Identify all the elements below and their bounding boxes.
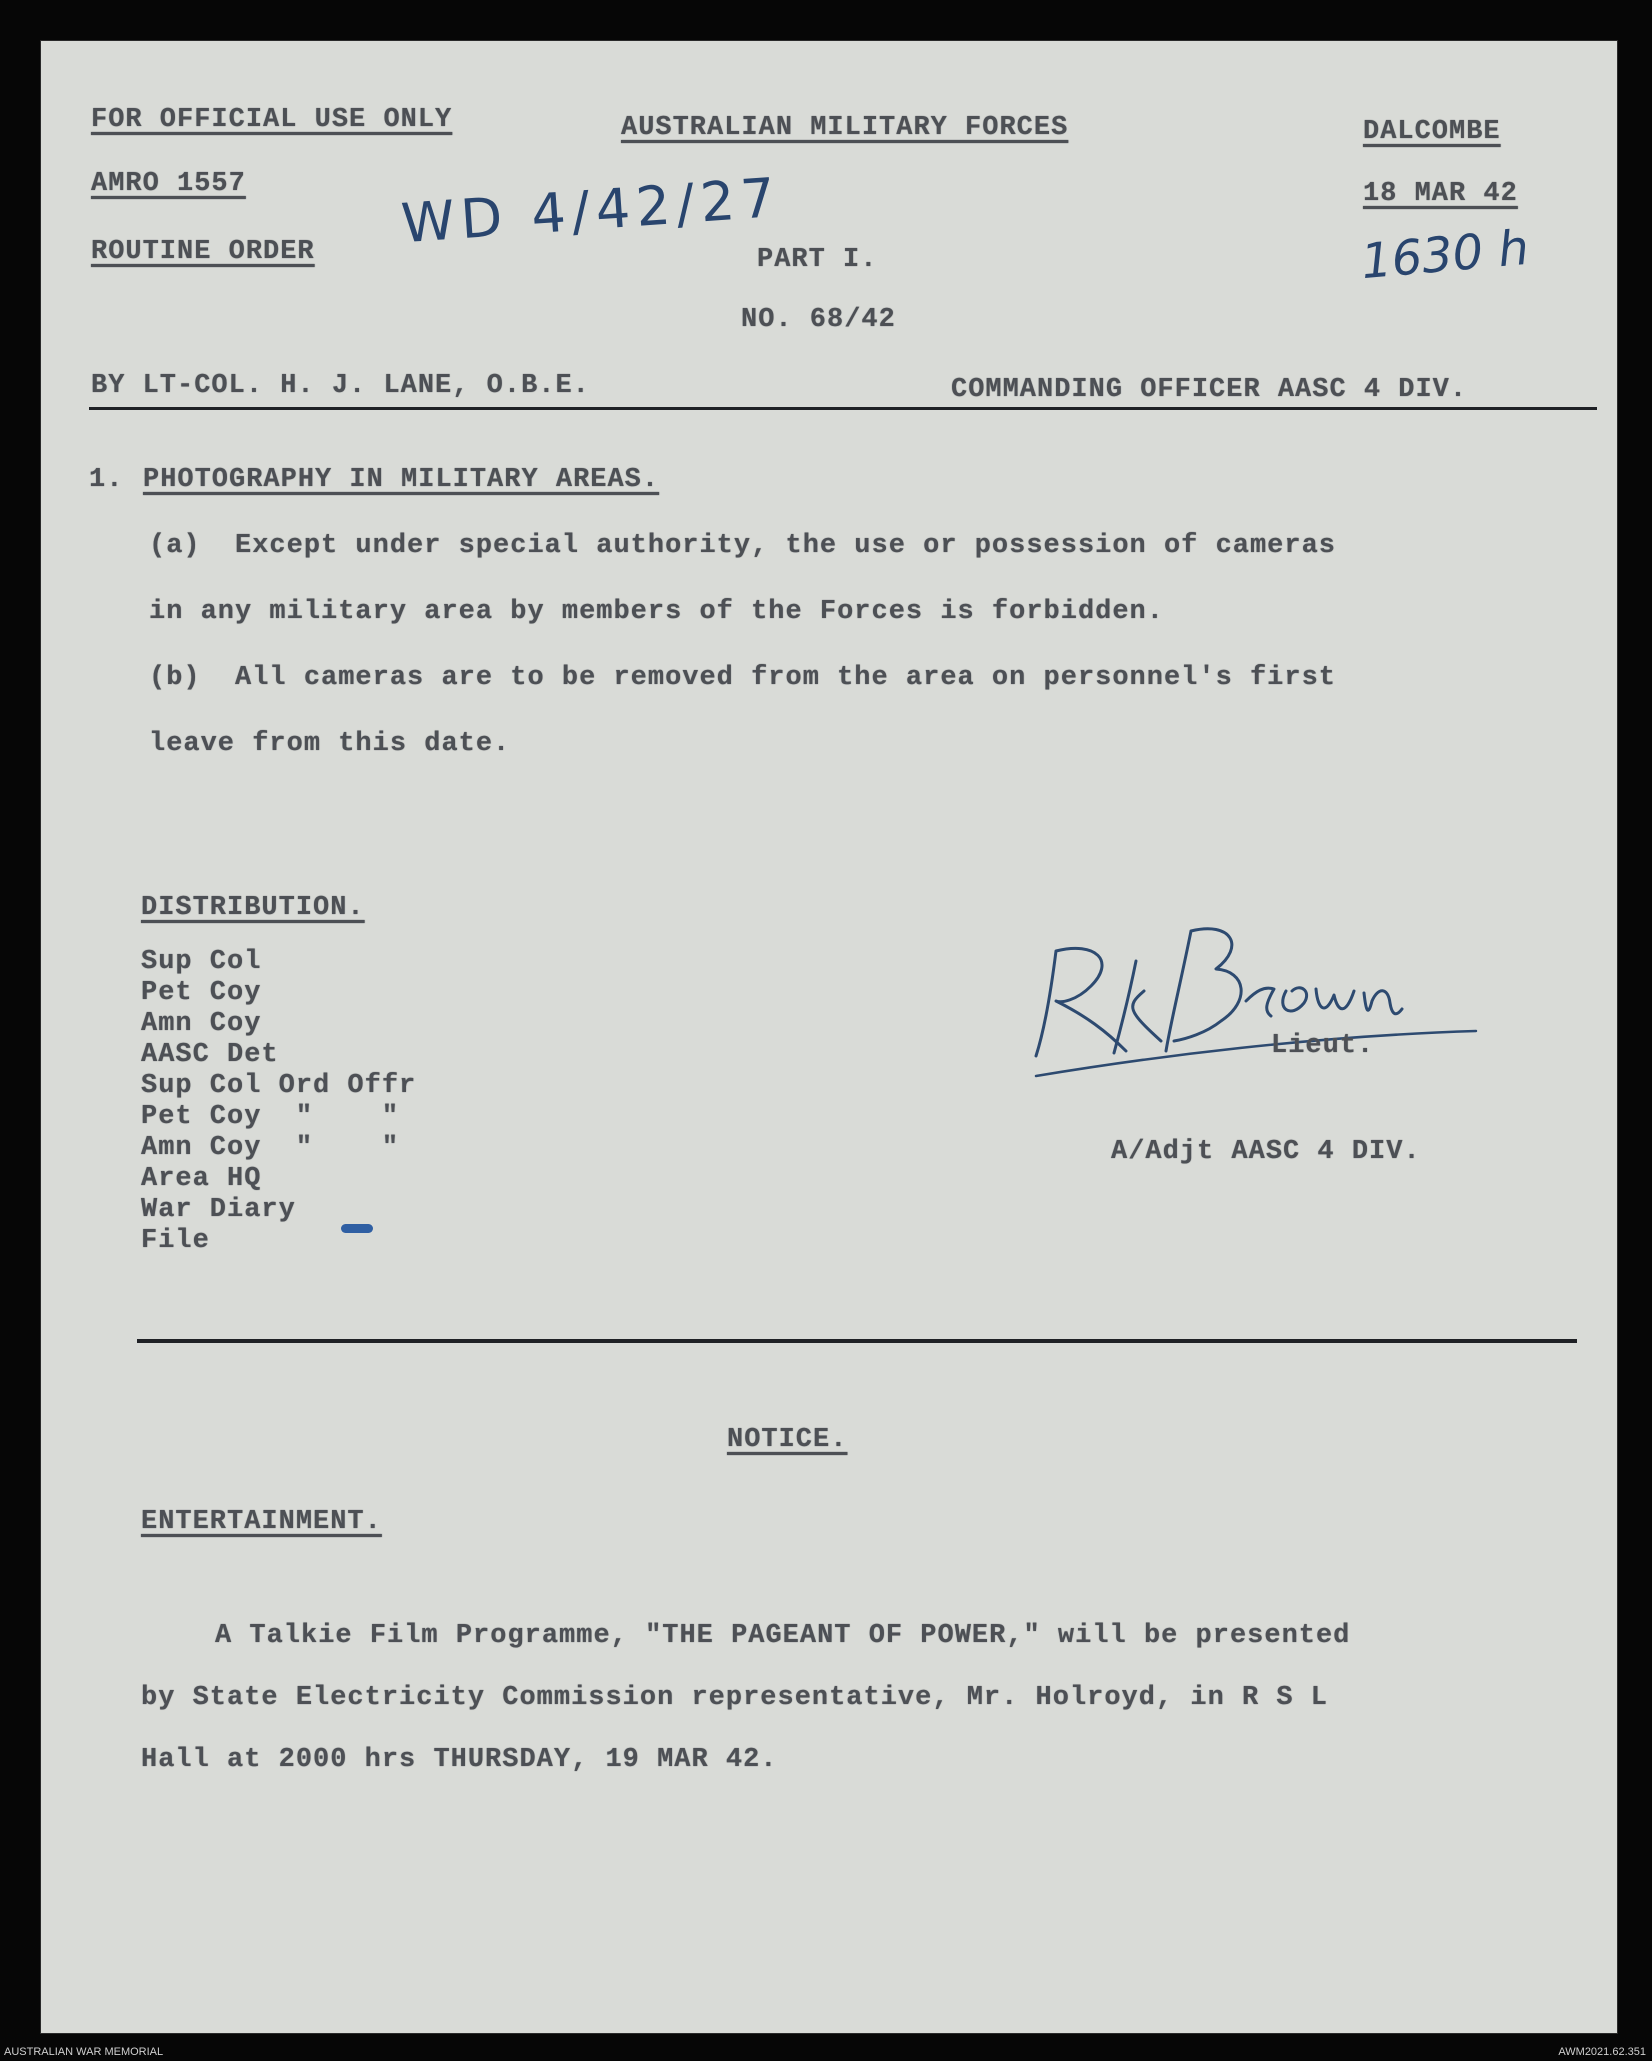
- place: DALCOMBE: [1363, 117, 1501, 147]
- order-type: ROUTINE ORDER: [91, 237, 315, 267]
- item-heading: PHOTOGRAPHY IN MILITARY AREAS.: [143, 465, 660, 495]
- distribution-item: Area HQ: [141, 1164, 262, 1194]
- header-rule: [89, 407, 1597, 410]
- document-page: [40, 40, 1618, 2034]
- section-divider: [137, 1339, 1577, 1343]
- distribution-list: [141, 947, 416, 1257]
- para-a-line-1: (a) Except under special authority, the use or possession of cameras: [149, 531, 1336, 561]
- notice-heading: ENTERTAINMENT.: [141, 1507, 382, 1537]
- distribution-item: Sup Col Ord Offr: [141, 1071, 417, 1101]
- handwritten-time: 1630 h: [1358, 219, 1531, 291]
- notice-line-1: A Talkie Film Programme, "THE PAGEANT OF POWER," will be presented: [215, 1621, 1351, 1651]
- distribution-item: Amn Coy: [141, 1009, 262, 1039]
- reference: AMRO 1557: [91, 169, 246, 199]
- footer-accession-number: AWM2021.62.351: [1558, 2046, 1646, 2058]
- distribution-item: Amn Coy " ": [141, 1133, 400, 1163]
- distribution-item: Sup Col: [141, 947, 262, 977]
- footer-institution: AUSTRALIAN WAR MEMORIAL: [4, 2046, 164, 2058]
- signature-image: [1016, 891, 1496, 1091]
- notice-line-3: Hall at 2000 hrs THURSDAY, 19 MAR 42.: [141, 1745, 778, 1775]
- distribution-item: War Diary: [141, 1195, 296, 1225]
- distribution-item: Pet Coy " ": [141, 1102, 400, 1132]
- blue-pencil-mark: [341, 1224, 373, 1233]
- distribution-item: File: [141, 1226, 210, 1256]
- classification: FOR OFFICIAL USE ONLY: [91, 105, 453, 135]
- commanding-officer: COMMANDING OFFICER AASC 4 DIV.: [951, 375, 1468, 405]
- handwritten-file-ref: WD 4/42/27: [399, 165, 784, 256]
- distribution-item: Pet Coy: [141, 978, 262, 1008]
- para-a-line-2: in any military area by members of the Forces is forbidden.: [149, 597, 1164, 627]
- para-b-line-1: (b) All cameras are to be removed from the area on personnel's first: [149, 663, 1336, 693]
- signatory-rank: Lieut.: [1271, 1031, 1375, 1061]
- para-b-line-2: leave from this date.: [149, 729, 511, 759]
- notice-line-2: by State Electricity Commission representative, Mr. Holroyd, in R S L: [141, 1683, 1328, 1713]
- signatory-appointment: A/Adjt AASC 4 DIV.: [1111, 1137, 1421, 1167]
- notice-title: NOTICE.: [727, 1425, 848, 1455]
- issued-by: BY LT-COL. H. J. LANE, O.B.E.: [91, 371, 590, 401]
- force-title: AUSTRALIAN MILITARY FORCES: [621, 113, 1069, 143]
- date: 18 MAR 42: [1363, 179, 1518, 209]
- item-number: 1.: [89, 465, 124, 495]
- part-label: PART I.: [757, 245, 878, 275]
- order-number: NO. 68/42: [741, 305, 896, 335]
- distribution-item: AASC Det: [141, 1040, 279, 1070]
- distribution-heading: DISTRIBUTION.: [141, 893, 365, 923]
